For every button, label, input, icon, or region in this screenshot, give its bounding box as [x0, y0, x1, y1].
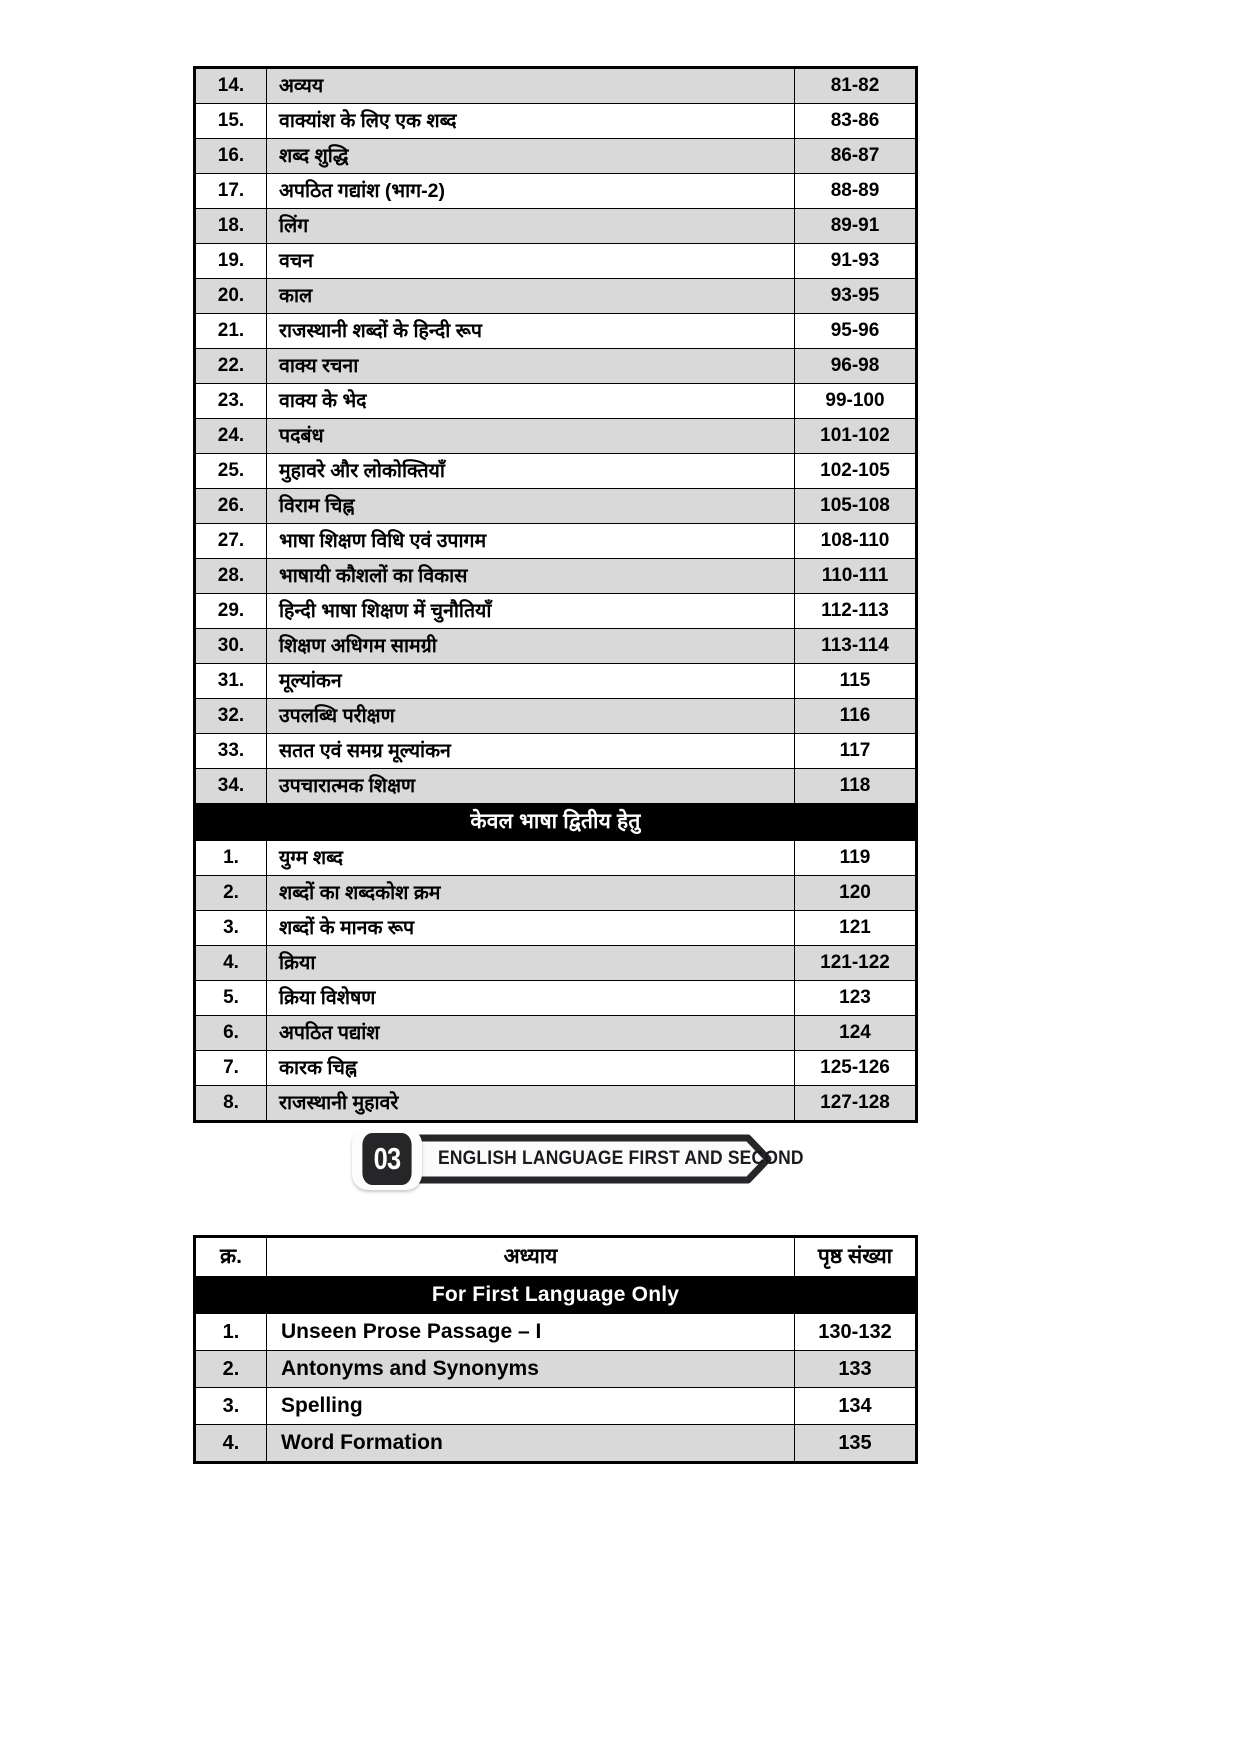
english-row-title: Antonyms and Synonyms — [267, 1351, 795, 1388]
hindi-row-title: सतत एवं समग्र मूल्यांकन — [267, 734, 795, 769]
hindi2-row-serial: 5. — [195, 981, 267, 1016]
english-section-band-label: For First Language Only — [195, 1277, 917, 1314]
english-row-serial: 1. — [195, 1314, 267, 1351]
hindi-row-title: उपलब्धि परीक्षण — [267, 699, 795, 734]
hindi-section-band-label: केवल भाषा द्वितीय हेतु — [195, 804, 917, 841]
hindi2-row-page: 121 — [795, 911, 917, 946]
hindi2-row-title: क्रिया — [267, 946, 795, 981]
hindi-row-title: विराम चिह्न — [267, 489, 795, 524]
hindi-row-title: अपठित गद्यांश (भाग-2) — [267, 174, 795, 209]
table-row — [195, 876, 917, 911]
hindi-row-page: 91-93 — [795, 244, 917, 279]
hindi-row-page: 101-102 — [795, 419, 917, 454]
hindi-row-page: 86-87 — [795, 139, 917, 174]
table-row — [195, 349, 917, 384]
hindi2-row-page: 125-126 — [795, 1051, 917, 1086]
table-row — [195, 911, 917, 946]
hindi2-row-serial: 1. — [195, 841, 267, 876]
hindi-row-serial: 26. — [195, 489, 267, 524]
hindi2-row-title: युग्म शब्द — [267, 841, 795, 876]
hindi-row-page: 112-113 — [795, 594, 917, 629]
hindi-contents-table — [193, 66, 918, 1123]
table-row — [195, 734, 917, 769]
hindi-row-page: 108-110 — [795, 524, 917, 559]
hindi2-row-page: 127-128 — [795, 1086, 917, 1122]
hindi-row-title: राजस्थानी शब्दों के हिन्दी रूप — [267, 314, 795, 349]
hindi2-row-serial: 8. — [195, 1086, 267, 1122]
english-header-row — [195, 1237, 917, 1277]
table-row — [195, 629, 917, 664]
hindi-row-title: वाक्यांश के लिए एक शब्द — [267, 104, 795, 139]
table-row — [195, 1425, 917, 1463]
hindi-row-serial: 32. — [195, 699, 267, 734]
hindi2-row-serial: 7. — [195, 1051, 267, 1086]
banner-number: 03 — [362, 1133, 411, 1185]
table-row — [195, 384, 917, 419]
hindi-row-serial: 27. — [195, 524, 267, 559]
english-table-body — [195, 1237, 917, 1463]
hindi2-row-title: राजस्थानी मुहावरे — [267, 1086, 795, 1122]
table-row — [195, 559, 917, 594]
english-contents-table — [193, 1235, 918, 1464]
table-row — [195, 594, 917, 629]
hindi2-row-title: कारक चिह्न — [267, 1051, 795, 1086]
hindi-row-serial: 31. — [195, 664, 267, 699]
english-row-serial: 3. — [195, 1388, 267, 1425]
hindi2-row-page: 119 — [795, 841, 917, 876]
table-row — [195, 981, 917, 1016]
hindi-row-page: 105-108 — [795, 489, 917, 524]
hindi-row-title: काल — [267, 279, 795, 314]
hindi2-row-serial: 2. — [195, 876, 267, 911]
table-row — [195, 664, 917, 699]
table-row — [195, 489, 917, 524]
table-row — [195, 524, 917, 559]
hindi-row-serial: 17. — [195, 174, 267, 209]
english-row-page: 135 — [795, 1425, 917, 1463]
hindi-row-title: मूल्यांकन — [267, 664, 795, 699]
table-row — [195, 314, 917, 349]
english-row-title: Spelling — [267, 1388, 795, 1425]
table-row — [195, 419, 917, 454]
hindi-row-serial: 29. — [195, 594, 267, 629]
hindi-row-serial: 28. — [195, 559, 267, 594]
hindi-row-page: 102-105 — [795, 454, 917, 489]
english-row-serial: 2. — [195, 1351, 267, 1388]
hindi-row-serial: 19. — [195, 244, 267, 279]
table-row — [195, 841, 917, 876]
english-row-page: 133 — [795, 1351, 917, 1388]
hindi-row-title: वाक्य रचना — [267, 349, 795, 384]
hindi-row-serial: 24. — [195, 419, 267, 454]
table-row — [195, 244, 917, 279]
hindi2-row-page: 123 — [795, 981, 917, 1016]
english-row-serial: 4. — [195, 1425, 267, 1463]
hindi-row-serial: 18. — [195, 209, 267, 244]
hindi-row-page: 93-95 — [795, 279, 917, 314]
hindi-row-serial: 22. — [195, 349, 267, 384]
hindi-row-title: पदबंध — [267, 419, 795, 454]
hindi2-row-title: शब्दों का शब्दकोश क्रम — [267, 876, 795, 911]
hindi-row-title: वचन — [267, 244, 795, 279]
chapter-banner — [352, 1128, 804, 1190]
hindi-row-page: 95-96 — [795, 314, 917, 349]
hindi2-row-title: अपठित पद्यांश — [267, 1016, 795, 1051]
header-chapter: अध्याय — [267, 1237, 795, 1277]
hindi-row-serial: 25. — [195, 454, 267, 489]
hindi-row-page: 113-114 — [795, 629, 917, 664]
hindi-row-serial: 15. — [195, 104, 267, 139]
table-row — [195, 1314, 917, 1351]
hindi-row-page: 117 — [795, 734, 917, 769]
english-row-title: Unseen Prose Passage – I — [267, 1314, 795, 1351]
table-row — [195, 139, 917, 174]
header-serial: क्र. — [195, 1237, 267, 1277]
hindi-row-title: वाक्य के भेद — [267, 384, 795, 419]
table-row — [195, 1388, 917, 1425]
hindi-row-page: 115 — [795, 664, 917, 699]
hindi-row-serial: 23. — [195, 384, 267, 419]
table-row — [195, 279, 917, 314]
hindi-row-page: 88-89 — [795, 174, 917, 209]
table-row — [195, 174, 917, 209]
table-row — [195, 1351, 917, 1388]
hindi-row-serial: 30. — [195, 629, 267, 664]
table-row — [195, 454, 917, 489]
hindi-row-page: 118 — [795, 769, 917, 804]
hindi-row-title: हिन्दी भाषा शिक्षण में चुनौतियाँ — [267, 594, 795, 629]
hindi-row-serial: 21. — [195, 314, 267, 349]
table-row — [195, 1051, 917, 1086]
english-row-page: 130-132 — [795, 1314, 917, 1351]
hindi-row-title: अव्यय — [267, 68, 795, 104]
hindi-row-serial: 34. — [195, 769, 267, 804]
hindi-row-page: 83-86 — [795, 104, 917, 139]
table-row — [195, 1016, 917, 1051]
hindi-row-title: मुहावरे और लोकोक्तियाँ — [267, 454, 795, 489]
table-row — [195, 68, 917, 104]
banner-number-badge — [352, 1128, 422, 1190]
table-row — [195, 699, 917, 734]
hindi-row-serial: 14. — [195, 68, 267, 104]
hindi-row-title: शिक्षण अधिगम सामग्री — [267, 629, 795, 664]
banner-title: ENGLISH LANGUAGE FIRST AND SECOND — [438, 1148, 804, 1169]
english-section-band — [195, 1277, 917, 1314]
table-row — [195, 104, 917, 139]
hindi-row-title: शब्द शुद्धि — [267, 139, 795, 174]
table-row — [195, 769, 917, 804]
hindi-row-title: लिंग — [267, 209, 795, 244]
hindi-row-title: उपचारात्मक शिक्षण — [267, 769, 795, 804]
english-row-page: 134 — [795, 1388, 917, 1425]
hindi2-row-page: 120 — [795, 876, 917, 911]
hindi-row-serial: 20. — [195, 279, 267, 314]
english-row-title: Word Formation — [267, 1425, 795, 1463]
hindi-row-page: 110-111 — [795, 559, 917, 594]
hindi-row-page: 99-100 — [795, 384, 917, 419]
hindi-row-page: 89-91 — [795, 209, 917, 244]
table-row — [195, 209, 917, 244]
hindi2-row-serial: 4. — [195, 946, 267, 981]
hindi2-row-serial: 6. — [195, 1016, 267, 1051]
hindi2-row-title: शब्दों के मानक रूप — [267, 911, 795, 946]
hindi-section-band — [195, 804, 917, 841]
hindi2-row-serial: 3. — [195, 911, 267, 946]
hindi-row-title: भाषा शिक्षण विधि एवं उपागम — [267, 524, 795, 559]
hindi-row-serial: 16. — [195, 139, 267, 174]
hindi-row-page: 116 — [795, 699, 917, 734]
hindi-row-page: 81-82 — [795, 68, 917, 104]
hindi-table-body — [195, 68, 917, 1122]
hindi-row-title: भाषायी कौशलों का विकास — [267, 559, 795, 594]
hindi-row-serial: 33. — [195, 734, 267, 769]
table-row — [195, 1086, 917, 1122]
hindi2-row-title: क्रिया विशेषण — [267, 981, 795, 1016]
table-row — [195, 946, 917, 981]
hindi2-row-page: 124 — [795, 1016, 917, 1051]
hindi2-row-page: 121-122 — [795, 946, 917, 981]
hindi-row-page: 96-98 — [795, 349, 917, 384]
header-page: पृष्ठ संख्या — [795, 1237, 917, 1277]
